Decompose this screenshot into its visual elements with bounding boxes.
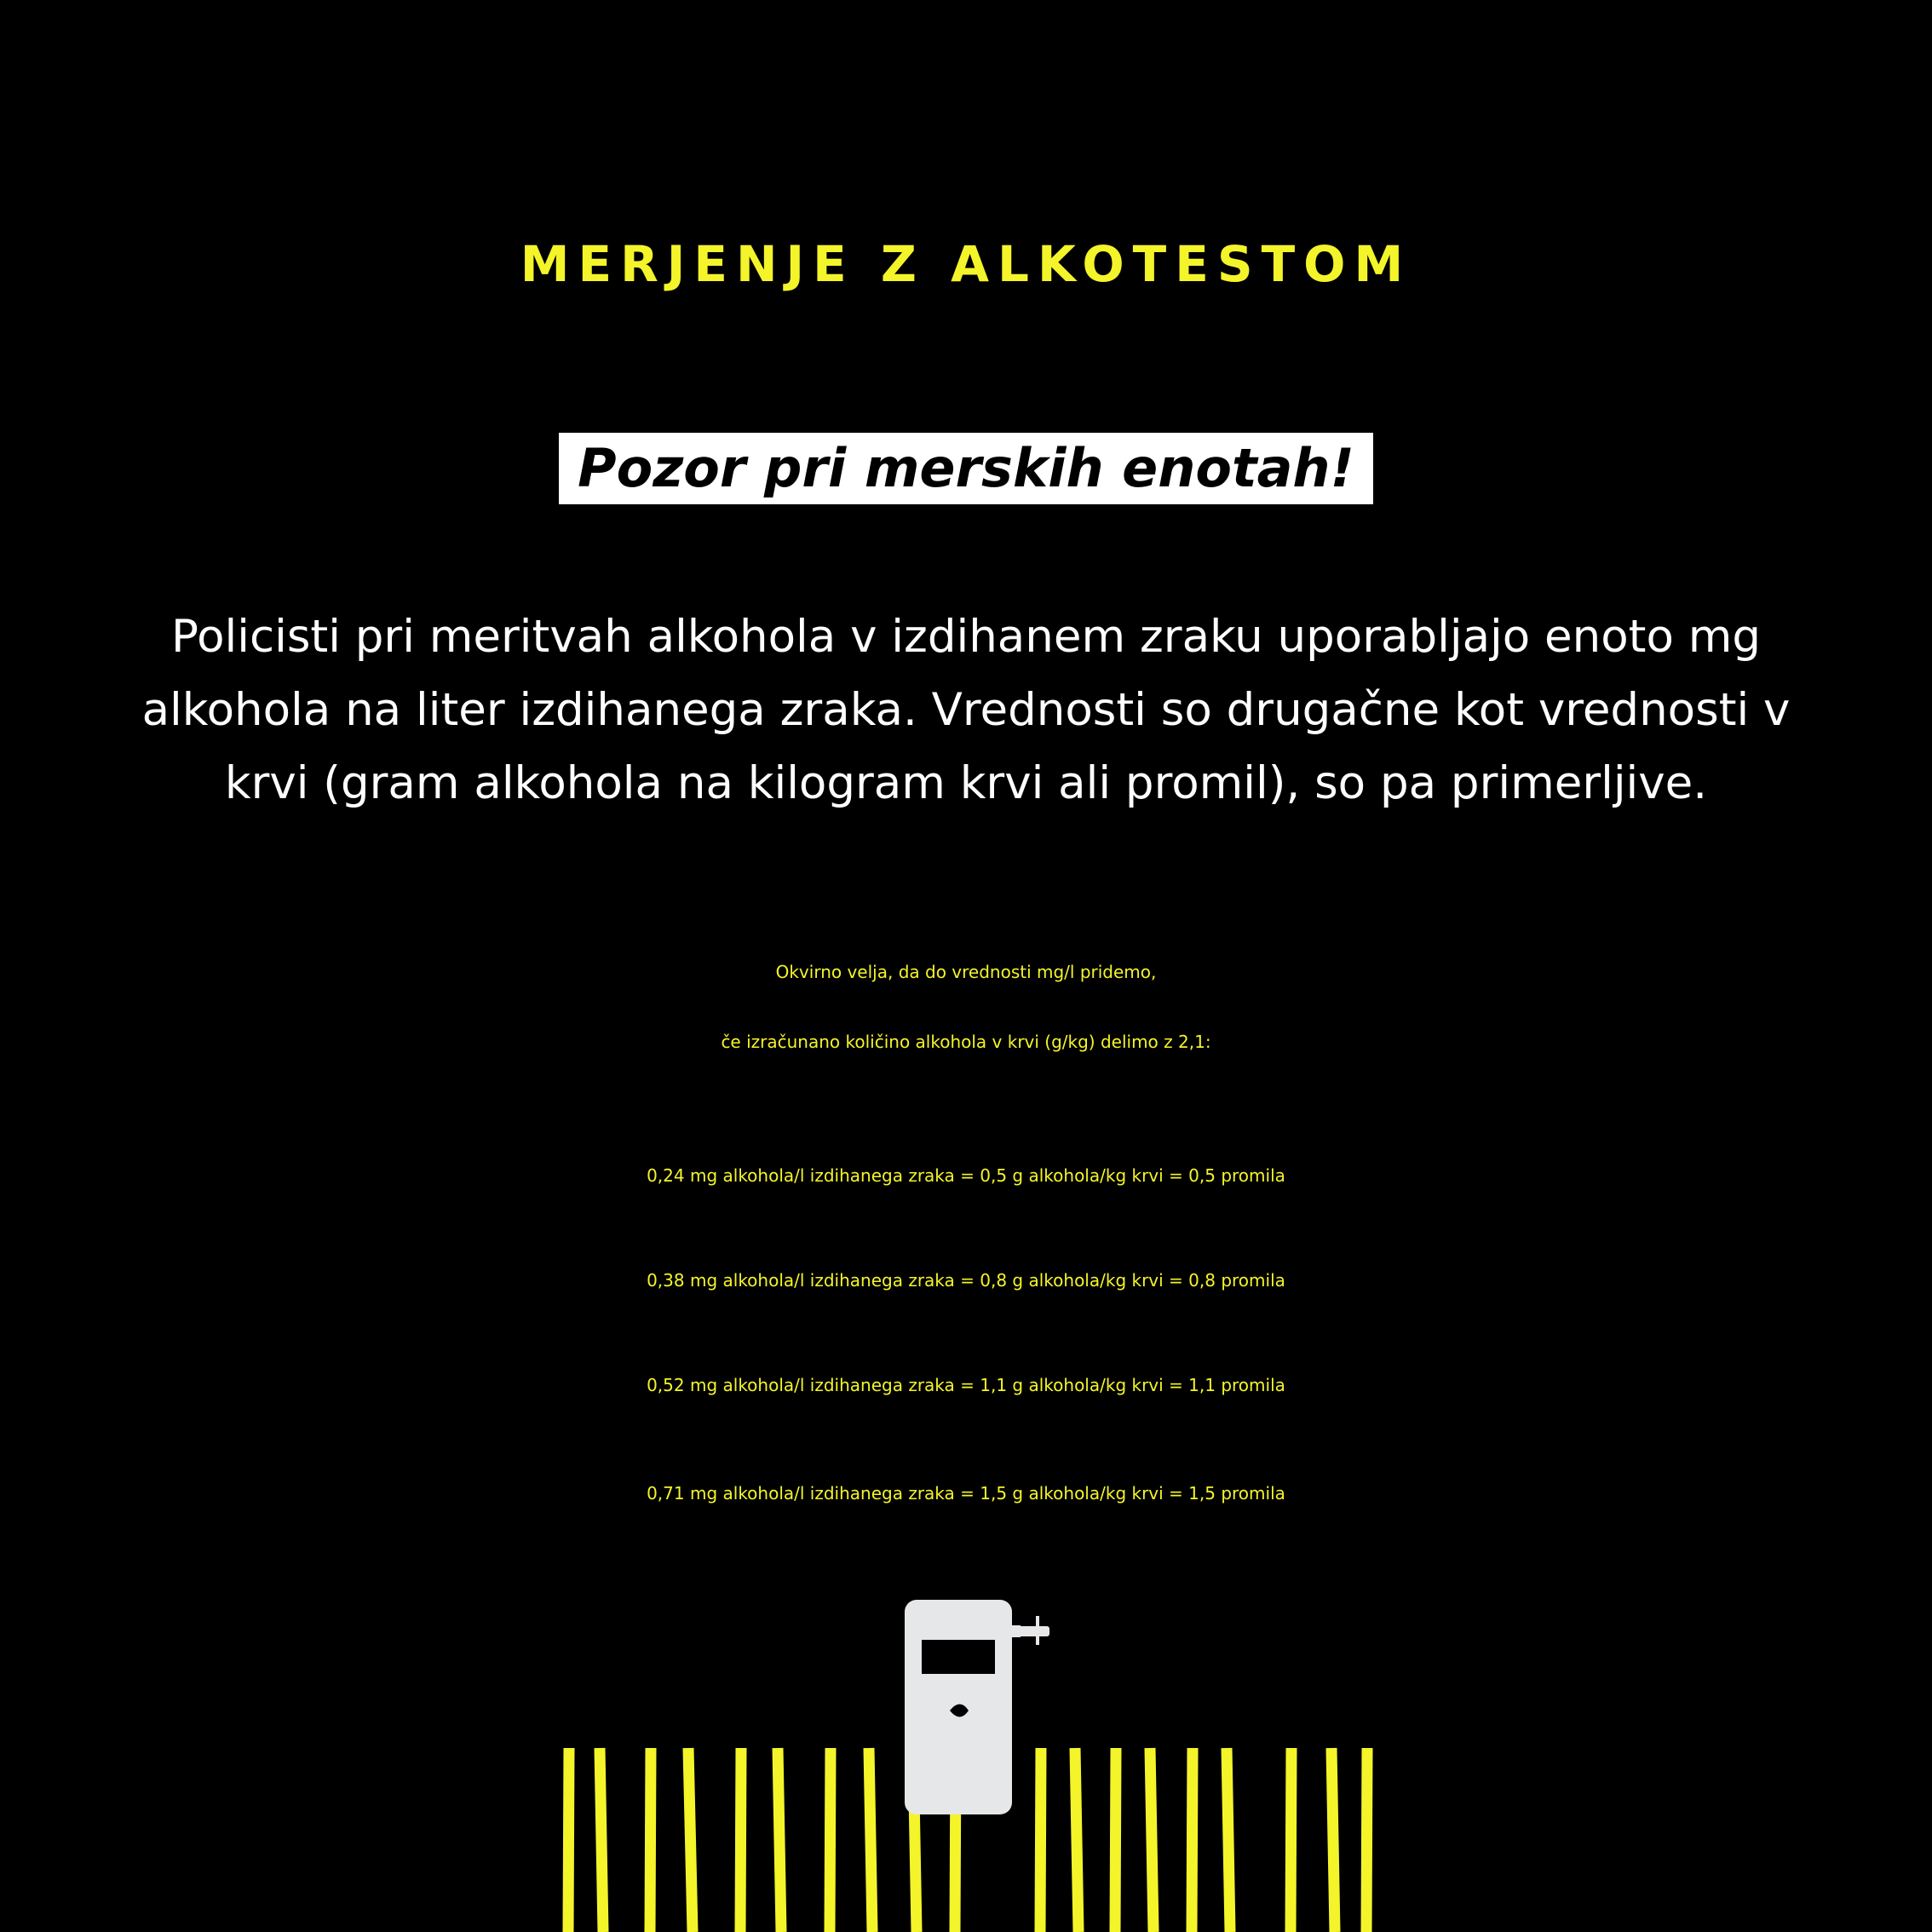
breathalyzer-illustration [0,1584,1932,1932]
yellow-line [688,1748,693,1932]
breathalyzer-icon [905,1600,1049,1814]
conversion-row: 0,24 mg alkohola/l izdihanega zraka = 0,5 g alkohola/kg krvi = 0,5 promila [647,1165,1285,1186]
yellow-line [1115,1748,1116,1932]
yellow-line [1075,1748,1078,1932]
yellow-line [1331,1748,1335,1932]
yellow-line [740,1748,741,1932]
conversion-row: 0,71 mg alkohola/l izdihanega zraka = 1,5 g alkohola/kg krvi = 1,5 promila [647,1483,1285,1504]
device-display [922,1640,995,1674]
rule-line: Okvirno velja, da do vrednosti mg/l pridemo, [775,962,1157,982]
rule-line: če izračunano količino alkohola v krvi (g/kg) delimo z 2,1: [721,1032,1211,1052]
mouthpiece-tip [1036,1616,1039,1645]
warning-badge-container [0,433,1932,504]
conversion-row: 0,52 mg alkohola/l izdihanega zraka = 1,1 g alkohola/kg krvi = 1,1 promila [647,1375,1285,1395]
yellow-line [830,1748,831,1932]
intro-line: Policisti pri meritvah alkohola v izdihanem zraku uporabljajo enoto mg [171,611,1761,663]
mouthpiece [1017,1626,1049,1636]
yellow-line [1150,1748,1153,1932]
yellow-line [1192,1748,1193,1932]
yellow-line [568,1748,569,1932]
warning-badge: Pozor pri merskih enotah! [559,433,1373,504]
yellow-line [650,1748,651,1932]
yellow-line [778,1748,781,1932]
yellow-line [869,1748,872,1932]
yellow-line [1040,1748,1041,1932]
intro-line: krvi (gram alkohola na kilogram krvi ali promil), so pa primerljive. [224,757,1708,809]
conversion-rule [0,937,1932,1077]
yellow-line [1366,1748,1367,1932]
page-title: MERJENJE Z ALKOTESTOM [520,235,1412,293]
intro-paragraph [68,601,1864,820]
conversion-row: 0,38 mg alkohola/l izdihanega zraka = 0,8 g alkohola/kg krvi = 0,8 promila [647,1270,1285,1291]
yellow-line [1227,1748,1230,1932]
intro-line: alkohola na liter izdihanega zraka. Vrednosti so drugačne kot vrednosti v [141,684,1791,736]
yellow-line [600,1748,603,1932]
